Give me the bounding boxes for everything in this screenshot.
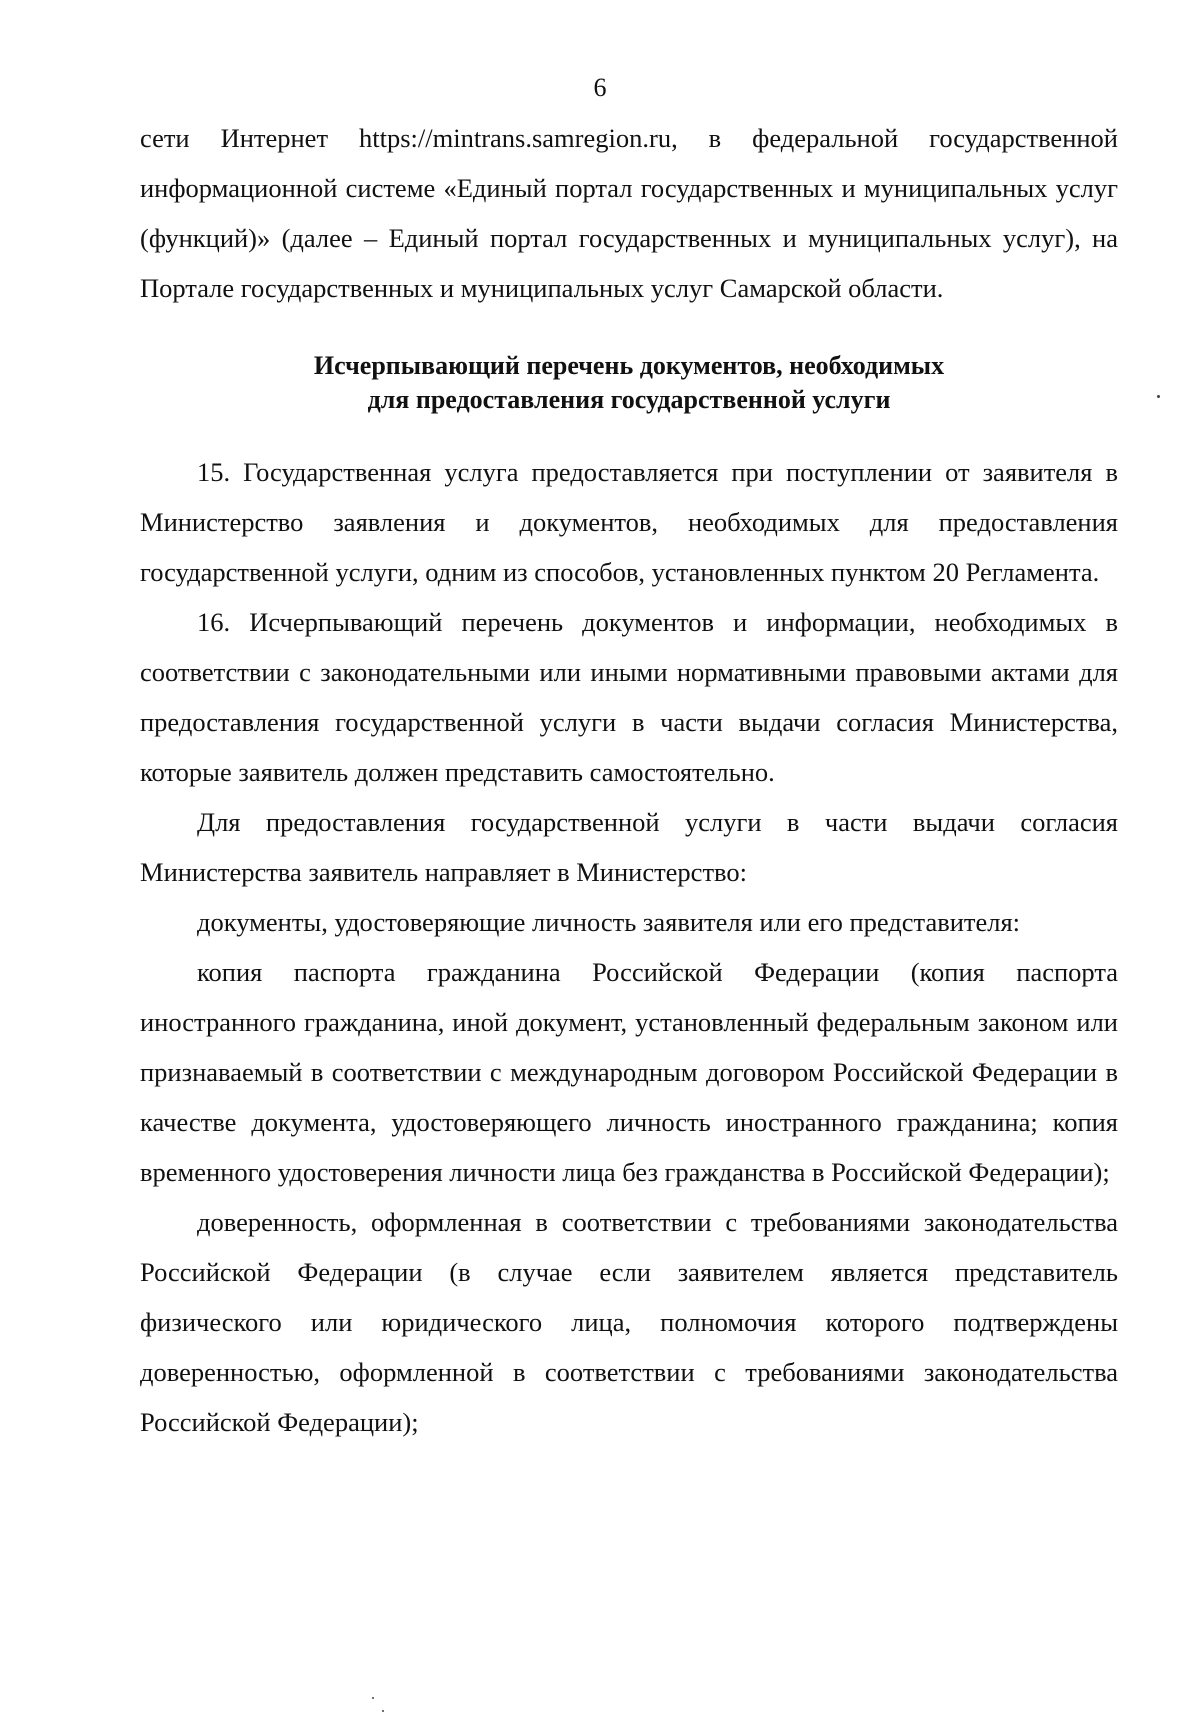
paragraph-passport-copy: копия паспорта гражданина Российской Федерации (копия паспорта иностранного гражданина, иной документ, установленный федеральным законом или признаваемый в соответствии с международным договором Российской Федерации в качестве документа, удостоверяющего личность иностранного гражданина; копия временного удостоверения личности лица без гражданства в Российской Федерации); [140, 957, 1118, 1187]
section-heading [140, 349, 1118, 417]
paragraph-documents-list: документы, удостоверяющие личность заявителя или его представителя: [197, 907, 1021, 937]
section-heading-line-2: для предоставления государственной услуги [367, 385, 891, 414]
paragraph-item-15: 15. Государственная услуга предоставляется при поступлении от заявителя в Министерство заявления и документов, необходимых для предоставления государственной услуги, одним из способов, установленных пунктом 20 Регламента. [140, 457, 1118, 587]
paragraph-item-16: 16. Исчерпывающий перечень документов и информации, необходимых в соответствии с законодательными или иными нормативными правовыми актами для предоставления государственной услуги в части выдачи согласия Министерства, которые заявитель должен представить самостоятельно. [140, 607, 1118, 787]
scan-speck [382, 1710, 384, 1712]
paragraph-intro: Для предоставления государственной услуги в части выдачи согласия Министерства заявитель направляет в Министерство: [140, 807, 1118, 887]
document-body [140, 113, 1118, 1447]
paragraph-power-of-attorney: доверенность, оформленная в соответствии с требованиями законодательства Российской Федерации (в случае если заявителем является представитель физического или юридического лица, полномочия которого подтверждены доверенностью, оформленной в соответствии с требованиями законодательства Российской Федерации); [140, 1207, 1118, 1437]
paragraph-continuation: сети Интернет https://mintrans.samregion.ru, в федеральной государственной информационной системе «Единый портал государственных и муниципальных услуг (функций)» (далее – Единый портал государственных и муниципальных услуг), на Портале государственных и муниципальных услуг Самарской области. [140, 123, 1118, 303]
scan-speck [372, 1697, 374, 1699]
section-heading-line-1: Исчерпывающий перечень документов, необходимых [313, 351, 945, 380]
scan-speck [1157, 395, 1160, 398]
page-number: 6 [593, 73, 607, 102]
